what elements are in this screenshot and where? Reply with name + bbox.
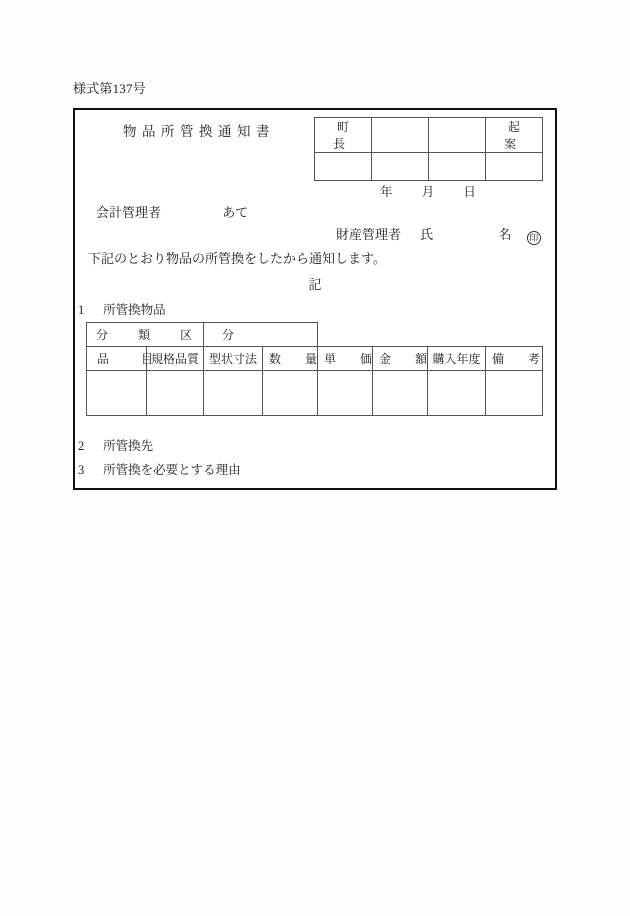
goods-category-spacer-3 [428, 323, 486, 347]
goods-header-remarks: 備 考 [486, 347, 543, 371]
approval-signature-cell-2[interactable] [372, 153, 429, 181]
form-number: 様式第137号 [73, 81, 146, 96]
page-title: 物品所管換通知書 [123, 124, 275, 139]
goods-header-purchase-year: 購入年度 [428, 347, 486, 371]
approval-table-row-signature [315, 153, 543, 181]
item-1-number: 1 [78, 303, 85, 317]
goods-header-dimensions: 型状寸法 [204, 347, 263, 371]
document-frame [73, 108, 557, 490]
approval-cell-drafting[interactable]: 起 案 [486, 118, 543, 153]
goods-cell-purchase-year[interactable] [428, 371, 486, 416]
approval-cell-blank-2[interactable] [429, 118, 486, 153]
date-day-label: 日 [463, 185, 477, 199]
issuer-line [336, 224, 541, 245]
goods-cell-quantity[interactable] [263, 371, 318, 416]
table-row [87, 371, 543, 416]
goods-header-item: 品 目 [87, 347, 147, 371]
goods-cell-amount[interactable] [373, 371, 428, 416]
goods-cell-spec[interactable] [147, 371, 204, 416]
date-year-label: 年 [380, 185, 394, 199]
approval-signature-cell-4[interactable] [486, 153, 543, 181]
item-2 [78, 436, 153, 454]
seal-icon: 印 [527, 231, 541, 245]
item-1-label: 所管換物品 [103, 303, 166, 317]
goods-cell-unit-price[interactable] [318, 371, 373, 416]
item-3 [78, 460, 241, 478]
addressee-recipient: 会計管理者 [96, 205, 162, 220]
approval-signature-cell-3[interactable] [429, 153, 486, 181]
goods-category-spacer-1 [318, 323, 373, 347]
item-2-number: 2 [78, 439, 85, 453]
goods-cell-item[interactable] [87, 371, 147, 416]
goods-header-unit-price: 単 価 [318, 347, 373, 371]
goods-category-spacer-4 [486, 323, 543, 347]
goods-table-category-row [87, 323, 543, 347]
goods-header-spec: 規格品質 [147, 347, 204, 371]
goods-table-header-row [87, 347, 543, 371]
date-month-label: 月 [421, 185, 436, 199]
date-line [314, 182, 543, 200]
issuer-role: 財産管理者 [336, 227, 402, 242]
goods-header-category: 分 類 区 分 [87, 323, 204, 347]
approval-cell-blank-1[interactable] [372, 118, 429, 153]
approval-table [314, 117, 549, 181]
goods-header-quantity: 数 量 [263, 347, 318, 371]
item-3-label: 所管換を必要とする理由 [103, 463, 241, 477]
statement-text: 下記のとおり物品の所管換をしたから通知します。 [88, 251, 386, 266]
approval-table-row-header [315, 118, 543, 153]
issuer-given-label: 名 [498, 227, 512, 242]
issuer-surname-label: 氏 [420, 227, 434, 242]
addressee-suffix: あて [222, 205, 249, 220]
item-2-label: 所管換先 [103, 439, 154, 453]
approval-cell-mayor[interactable]: 町 長 [315, 118, 372, 153]
ki-mark: 記 [308, 277, 322, 292]
goods-table [86, 322, 547, 416]
approval-signature-cell-1[interactable] [315, 153, 372, 181]
goods-header-amount: 金 額 [373, 347, 428, 371]
item-3-number: 3 [78, 463, 85, 477]
addressee-line [96, 202, 248, 221]
goods-category-spacer-2 [373, 323, 428, 347]
goods-cell-dimensions[interactable] [204, 371, 263, 416]
goods-cell-remarks[interactable] [486, 371, 543, 416]
item-1 [78, 300, 166, 318]
